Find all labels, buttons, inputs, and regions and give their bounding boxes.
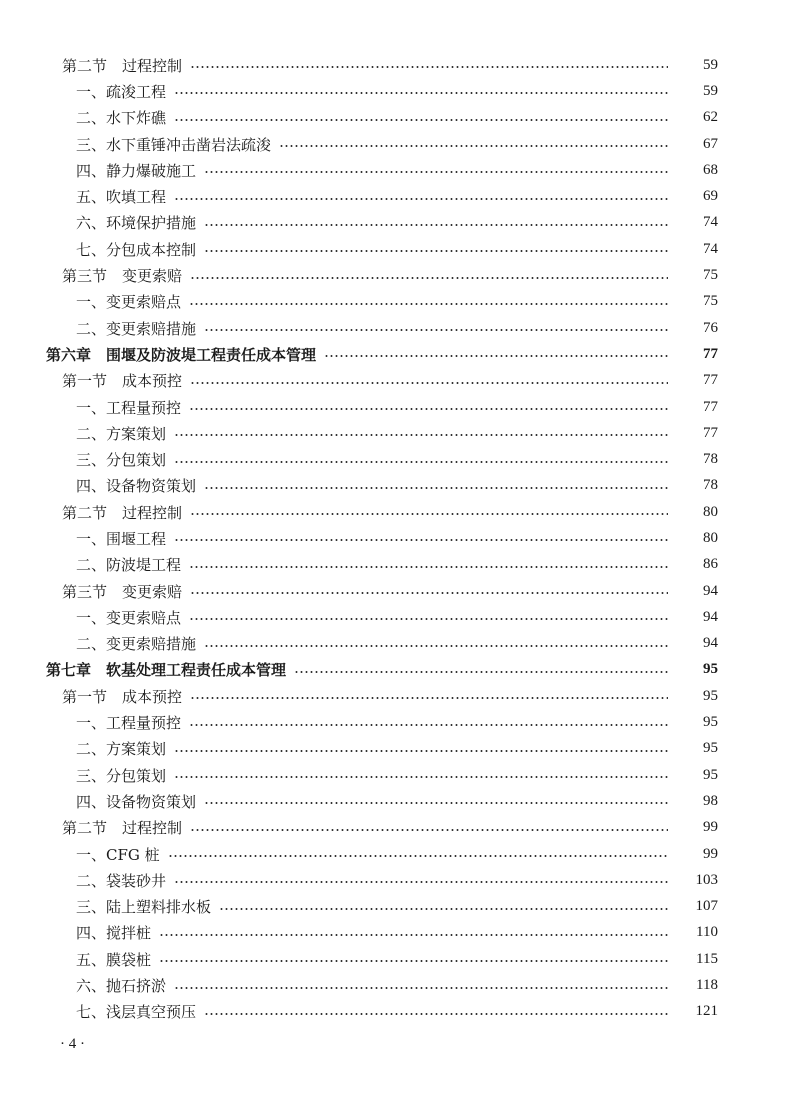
toc-entry-page-number: 75 <box>703 267 718 284</box>
dot-leader <box>174 198 668 200</box>
toc-entry-title: 一、变更索赔点 <box>76 293 182 312</box>
dot-leader <box>174 987 668 989</box>
dot-leader <box>174 776 668 778</box>
toc-entry-page-number: 78 <box>703 477 718 494</box>
dot-leader <box>174 750 668 752</box>
dot-leader <box>204 1013 668 1015</box>
toc-entry-title: 三、分包策划 <box>76 451 167 470</box>
toc-entry-title: 二、防波堤工程 <box>76 556 182 575</box>
toc-item-row[interactable] <box>0 946 790 972</box>
toc-entry-page-number: 69 <box>703 188 718 205</box>
toc-entry-title: 五、吹填工程 <box>76 188 167 207</box>
toc-section-row[interactable] <box>0 262 790 288</box>
toc-entry-page-number: 78 <box>703 451 718 468</box>
toc-entry-page-number: 107 <box>695 898 718 915</box>
toc-entry-page-number: 77 <box>703 398 718 415</box>
toc-item-row[interactable] <box>0 709 790 735</box>
toc-entry-page-number: 103 <box>695 871 718 888</box>
dot-leader <box>189 408 668 410</box>
toc-item-row[interactable] <box>0 736 790 762</box>
toc-entry-page-number: 77 <box>703 345 718 362</box>
dot-leader <box>174 539 668 541</box>
toc-item-row[interactable] <box>0 210 790 236</box>
toc-item-row[interactable] <box>0 525 790 551</box>
toc-item-row[interactable] <box>0 131 790 157</box>
toc-entry-title: 一、工程量预控 <box>76 398 182 417</box>
toc-entry-title: 一、变更索赔点 <box>76 608 182 627</box>
dot-leader <box>189 724 668 726</box>
toc-item-row[interactable] <box>0 473 790 499</box>
toc-item-row[interactable] <box>0 920 790 946</box>
dot-leader <box>190 277 668 279</box>
dot-leader <box>204 224 668 226</box>
dot-leader <box>204 250 668 252</box>
toc-entry-page-number: 94 <box>703 608 718 625</box>
toc-item-row[interactable] <box>0 157 790 183</box>
toc-entry-title: 六、环境保护措施 <box>76 214 197 233</box>
dot-leader <box>190 66 668 68</box>
toc-item-row[interactable] <box>0 289 790 315</box>
toc-entry-page-number: 95 <box>703 766 718 783</box>
toc-entry-title: 七、浅层真空预压 <box>76 1003 197 1022</box>
toc-entry-page-number: 110 <box>696 924 718 941</box>
toc-entry-page-number: 59 <box>703 82 718 99</box>
toc-entry-title: 第六章 围堰及防波堤工程责任成本管理 <box>46 345 317 364</box>
toc-entry-title: 七、分包成本控制 <box>76 240 197 259</box>
toc-item-row[interactable] <box>0 552 790 578</box>
toc-entry-title: 四、设备物资策划 <box>76 792 197 811</box>
toc-entry-page-number: 67 <box>703 135 718 152</box>
toc-chapter-row[interactable] <box>0 657 790 683</box>
dot-leader <box>324 355 668 357</box>
dot-leader <box>174 434 668 436</box>
toc-entry-title: 四、静力爆破施工 <box>76 161 197 180</box>
dot-leader <box>190 697 668 699</box>
dot-leader <box>159 960 668 962</box>
toc-item-row[interactable] <box>0 999 790 1025</box>
toc-entry-title: 二、袋装砂井 <box>76 871 167 890</box>
toc-entry-page-number: 115 <box>696 950 718 967</box>
toc-entry-title: 三、水下重锤冲击凿岩法疏浚 <box>76 135 272 154</box>
toc-section-row[interactable] <box>0 368 790 394</box>
toc-section-row[interactable] <box>0 578 790 604</box>
toc-entry-title: 第一节 成本预控 <box>62 372 183 391</box>
dot-leader <box>204 487 668 489</box>
toc-entry-page-number: 94 <box>703 635 718 652</box>
dot-leader <box>204 329 668 331</box>
dot-leader <box>219 908 668 910</box>
toc-entry-page-number: 59 <box>703 56 718 73</box>
dot-leader <box>168 855 668 857</box>
toc-entry-page-number: 95 <box>703 687 718 704</box>
toc-entry-page-number: 99 <box>703 845 718 862</box>
toc-entry-page-number: 118 <box>696 977 718 994</box>
toc-entry-page-number: 68 <box>703 161 718 178</box>
toc-item-row[interactable] <box>0 420 790 446</box>
toc-entry-title: 第七章 软基处理工程责任成本管理 <box>46 661 287 680</box>
toc-entry-page-number: 76 <box>703 319 718 336</box>
toc-entry-page-number: 75 <box>703 293 718 310</box>
toc-entry-page-number: 80 <box>703 529 718 546</box>
dot-leader <box>189 566 668 568</box>
toc-section-row[interactable] <box>0 499 790 525</box>
toc-entry-page-number: 98 <box>703 792 718 809</box>
toc-entry-title: 五、膜袋桩 <box>76 950 152 969</box>
toc-item-row[interactable] <box>0 788 790 814</box>
toc-entry-page-number: 86 <box>703 556 718 573</box>
toc-entry-page-number: 74 <box>703 214 718 231</box>
toc-entry-title: 第三节 变更索赔 <box>62 267 183 286</box>
toc-item-row[interactable] <box>0 183 790 209</box>
dot-leader <box>279 145 668 147</box>
toc-entry-title: 二、变更索赔措施 <box>76 635 197 654</box>
toc-entry-page-number: 99 <box>703 819 718 836</box>
toc-entry-page-number: 77 <box>703 424 718 441</box>
toc-entry-title: 第三节 变更索赔 <box>62 582 183 601</box>
toc-section-row[interactable] <box>0 815 790 841</box>
toc-entry-title: 六、抛石挤淤 <box>76 977 167 996</box>
toc-item-row[interactable] <box>0 394 790 420</box>
dot-leader <box>294 671 668 673</box>
toc-entry-title: 二、变更索赔措施 <box>76 319 197 338</box>
toc-entry-page-number: 121 <box>695 1003 718 1020</box>
toc-entry-page-number: 77 <box>703 372 718 389</box>
toc-entry-title: 第二节 过程控制 <box>62 503 183 522</box>
toc-entry-title: 第二节 过程控制 <box>62 56 183 75</box>
toc-entry-page-number: 95 <box>703 714 718 731</box>
toc-section-row[interactable] <box>0 52 790 78</box>
toc-entry-page-number: 94 <box>703 582 718 599</box>
dot-leader <box>204 171 668 173</box>
toc-item-row[interactable] <box>0 315 790 341</box>
dot-leader <box>159 934 668 936</box>
dot-leader <box>174 119 668 121</box>
dot-leader <box>204 645 668 647</box>
toc-entry-title: 二、方案策划 <box>76 424 167 443</box>
toc-item-row[interactable] <box>0 972 790 998</box>
page-number-footer: · 4 · <box>60 1036 85 1052</box>
toc-entry-title: 一、疏浚工程 <box>76 82 167 101</box>
toc-entry-title: 四、设备物资策划 <box>76 477 197 496</box>
dot-leader <box>189 303 668 305</box>
toc-entry-title: 第二节 过程控制 <box>62 819 183 838</box>
dot-leader <box>189 618 668 620</box>
dot-leader <box>190 513 668 515</box>
toc-entry-title: 一、CFG 桩 <box>76 845 160 864</box>
toc-entry-title: 一、围堰工程 <box>76 529 167 548</box>
toc-entry-page-number: 80 <box>703 503 718 520</box>
toc-item-row[interactable] <box>0 762 790 788</box>
toc-entry-title: 一、工程量预控 <box>76 714 182 733</box>
toc-entry-page-number: 95 <box>703 740 718 757</box>
toc-item-row[interactable] <box>0 604 790 630</box>
dot-leader <box>174 461 668 463</box>
toc-section-row[interactable] <box>0 683 790 709</box>
toc-item-row[interactable] <box>0 236 790 262</box>
dot-leader <box>190 829 668 831</box>
toc-entry-title: 三、分包策划 <box>76 766 167 785</box>
dot-leader <box>174 92 668 94</box>
toc-item-row[interactable] <box>0 446 790 472</box>
toc-entry-page-number: 62 <box>703 109 718 126</box>
toc-item-row[interactable] <box>0 894 790 920</box>
dot-leader <box>204 802 668 804</box>
dot-leader <box>190 382 668 384</box>
toc-entry-title: 四、搅拌桩 <box>76 924 152 943</box>
toc-entry-page-number: 74 <box>703 240 718 257</box>
dot-leader <box>190 592 668 594</box>
toc-entry-title: 三、陆上塑料排水板 <box>76 898 212 917</box>
toc-entry-title: 二、水下炸礁 <box>76 109 167 128</box>
toc-item-row[interactable] <box>0 631 790 657</box>
toc-entry-page-number: 95 <box>703 661 718 678</box>
toc-entry-title: 第一节 成本预控 <box>62 687 183 706</box>
table-of-contents <box>0 52 790 1025</box>
toc-entry-title: 二、方案策划 <box>76 740 167 759</box>
toc-item-row[interactable] <box>0 841 790 867</box>
toc-item-row[interactable] <box>0 78 790 104</box>
toc-item-row[interactable] <box>0 867 790 893</box>
toc-item-row[interactable] <box>0 105 790 131</box>
dot-leader <box>174 881 668 883</box>
toc-chapter-row[interactable] <box>0 341 790 367</box>
